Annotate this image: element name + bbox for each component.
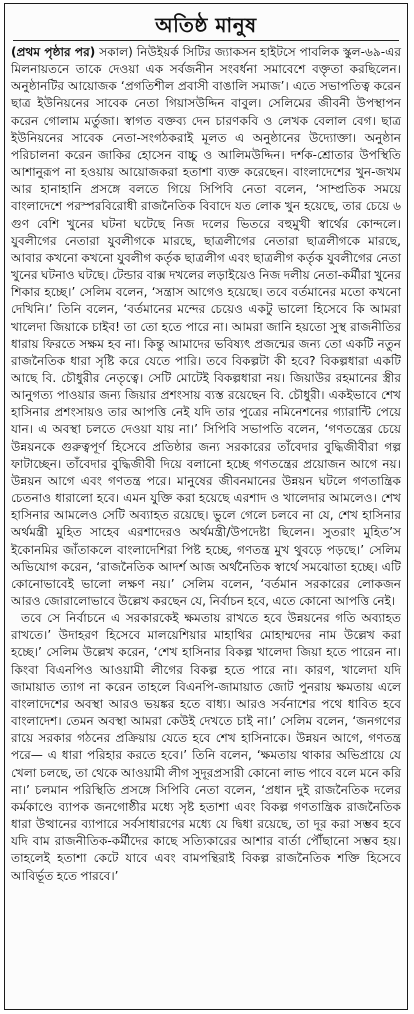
article-paragraph-2 [11, 610, 401, 885]
article-paragraph-1 [11, 44, 401, 610]
newspaper-clipping [4, 3, 408, 1010]
headline-divider [13, 40, 399, 41]
article-headline: অতিষ্ঠ মানুষ [155, 13, 257, 37]
paragraph-text: সকাল) নিউইয়র্ক সিটির জ্যাকসন হাইটসে পাবলিক স্কুল-৬৯-এর মিলনায়তনে তাকে দেওয়া এক সর্বজনীন সংবর্ধনা সমাবেশে বক্তৃতা করছিলেন। অনুষ্ঠানটির আয়োজক ‘প্রগতিশীল প্রবাসী বাঙালি সমাজ’। এতে সভাপতিত্ব করেন ছাত্র ইউনিয়নের সাবেক নেতা গিয়াসউদ্দিন বাবুল। সেলিমের জীবনী উপস্থাপন করেন গোলাম মর্তুজা। স্বাগত বক্তব্য দেন চারণকবি ও লেখক বেলাল বেগ। ছাত্র ইউনিয়নের সাবেক নেতা-সংগঠকরাই মূলত এ অনুষ্ঠানের উদ্যোক্তা। অনুষ্ঠান পরিচালনা করেন জাকির হোসেন বাচ্চু ও আলিমউদ্দিন। দর্শক-শ্রোতার উপস্থিতি আশানুরূপ না হওয়ায় আয়োজকরা হতাশা ব্যক্ত করেছেন। বাংলাদেশের খুন-জখম আর হানাহানি প্রসঙ্গে বলতে গিয়ে সিপিবি নেতা বলেন, ‘সাম্প্রতিক সময়ে বাংলাদেশে পরস্পরবিরোধী রাজনৈতিক বিবাদে যত লোক খুন হয়েছে, তার চেয়ে ৬ গুণ বেশি খুনের ঘটনা ঘটেছে নিজ দলের ভিতরে বহুমুখী স্বার্থের কোন্দলে। যুবলীগের নেতারা যুবলীগকে মারছে, ছাত্রলীগের নেতারা ছাত্রলীগকে মারছে, আবার কখনো কখনো যুবলীগ কর্তৃক ছাত্রলীগ এবং ছাত্রলীগ কর্তৃক যুবলীগের নেতা খুনের ঘটনাও ঘটছে। টেন্ডার বাক্স দখলের লড়াইয়েও নিজ দলীয় নেতা-কর্মীরা খুনের শিকার হচ্ছে।’ সেলিম বলেন, ‘সন্ত্রাস আগেও হয়েছে। তবে বর্তমানের মতো কখনো দেখিনি।’ তিনি বলেন, ‘বর্তমানের মন্দের চেয়েও একটু ভালো হিসেবে কি আমরা খালেদা জিয়াকে চাইব! তা তো হতে পারে না। আমরা জানি হয়তো সুস্থ রাজনীতির ধারায় ফিরতে সক্ষম হব না। কিন্তু আমাদের ভবিষ্যৎ প্রজন্মের জন্য তো একটি নতুন রাজনৈতিক ধারা সৃষ্টি করে যেতে পারি। তবে বিকল্পটা কী হবে? বিকল্পধারা একটি আছে বি. চৌধুরীর নেতৃত্বে। সেটি মোটেই বিকল্পধারা নয়। জিয়াউর রহমানের স্ত্রীর আনুগত্য পাওয়ার জন্য জিয়ার প্রশংসায় ব্যস্ত রয়েছেন বি. চৌধুরী। একইভাবে শেখ হাসিনার প্রশংসায়ও তার আপত্তি নেই যদি তার পুত্রের নমিনেশনের গ্যারান্টি পেয়ে যান। এ অবস্থা চলতে দেওয়া যায় না।’ সিপিবি সভাপতি বলেন, ‘গণতন্ত্রের চেয়ে উন্নয়নকে গুরুত্বপূর্ণ হিসেবে প্রতিষ্ঠার জন্য সরকারের তাঁবেদার বুদ্ধিজীবীরা গল্প ফাটাচ্ছেন। তাঁবেদার বুদ্ধিজীবী দিয়ে বলানো হচ্ছে গণতন্ত্রের প্রয়োজন আগে নয়। উন্নয়ন আগে এবং গণতন্ত্র পরে। মানুষের জীবনমানের উন্নয়ন ঘটলে গণতান্ত্রিক চেতনাও ধারালো হবে। এমন যুক্তি করা হয়েছে এরশাদ ও খালেদার আমলেও। শেখ হাসিনার আমলেও সেটি অব্যাহত রয়েছে। ভুলে গেলে চলবে না যে, শেখ হাসিনার অর্থমন্ত্রী মুহিত সাহেব এরশাদেরও অর্থমন্ত্রী/উপদেষ্টা ছিলেন। সুতরাং মুহিত’স ইকোনমির জাঁতাকলে বাংলাদেশিরা পিষ্ট হচ্ছে, গণতন্ত্র মুখ থুবড়ে পড়ছে।’ সেলিম অভিযোগ করেন, ‘রাজনৈতিক আদর্শ আজ অর্থনৈতিক স্বার্থে সমঝোতা হচ্ছে। এটি কোনোভাবেই ভালো লক্ষণ নয়।’ সেলিম বলেন, ‘বর্তমান সরকারের লোকজন আরও জোরালোভাবে উল্লেখ করছেন যে, নির্বাচন হবে, এতে কোনো আপত্তি নেই। [11, 45, 401, 608]
continuation-label: (প্রথম পৃষ্ঠার পর) [11, 45, 96, 59]
paragraph-text: তবে সে নির্বাচনে এ সরকারকেই ক্ষমতায় রাখতে হবে উন্নয়নের গতি অব্যাহত রাখতে।’ উদাহরণ হিসেবে মালয়েশিয়ার মাহাথির মোহাম্মদের নাম উল্লেখ করা হচ্ছে।’ সেলিম উল্লেখ করেন, ‘শেখ হাসিনার বিকল্প খালেদা জিয়া হতে পারেন না। কিংবা বিএনপিও আওয়ামী লীগের বিকল্প হতে পারে না। কারণ, খালেদা যদি জামায়াত ত্যাগ না করেন তাহলে বিএনপি-জামায়াত জোট পুনরায় ক্ষমতায় এলে বাংলাদেশের অবস্থা আরও ভয়ঙ্কর হতে বাধ্য। আরও সর্বনাশের পথে ধাবিত হবে বাংলাদেশ। তেমন অবস্থা আমরা কেউই দেখতে চাই না।’ সেলিম বলেন, ‘জনগণের রায়ে সরকার গঠনের প্রক্রিয়ায় যেতে হবে শেখ হাসিনাকে। উন্নয়ন আগে, গণতন্ত্র পরে— এ ধারা পরিহার করতে হবে।’ তিনি বলেন, ‘ক্ষমতায় থাকার অভিপ্রায়ে যে খেলা চলছে, তা থেকে আওয়ামী লীগ সুদূরপ্রসারী কোনো লাভ পাবে বলে মনে করি না।’ চলমান পরিস্থিতি প্রসঙ্গে সিপিবি নেতা বলেন, ‘প্রধান দুই রাজনৈতিক দলের কর্মকাণ্ডে ব্যাপক জনগোষ্ঠীর মধ্যে সৃষ্ট হতাশা এবং বিকল্প গণতান্ত্রিক রাজনৈতিক ধারা উত্থানের ব্যাপারে সর্বসাধারণের মধ্যে যে দ্বিধা রয়েছে, তা দূর করা সম্ভব হবে যদি বাম রাজনীতিক-কর্মীদের কাছে সত্যিকারের আশার বার্তা পৌঁছানো সম্ভব হয়। তাহলেই হতাশা কেটে যাবে এবং বামপন্থিরাই বিকল্প রাজনৈতিক শক্তি হিসেবে আবির্ভূত হতে পারবে।’ [11, 611, 401, 883]
article-body [11, 44, 401, 885]
